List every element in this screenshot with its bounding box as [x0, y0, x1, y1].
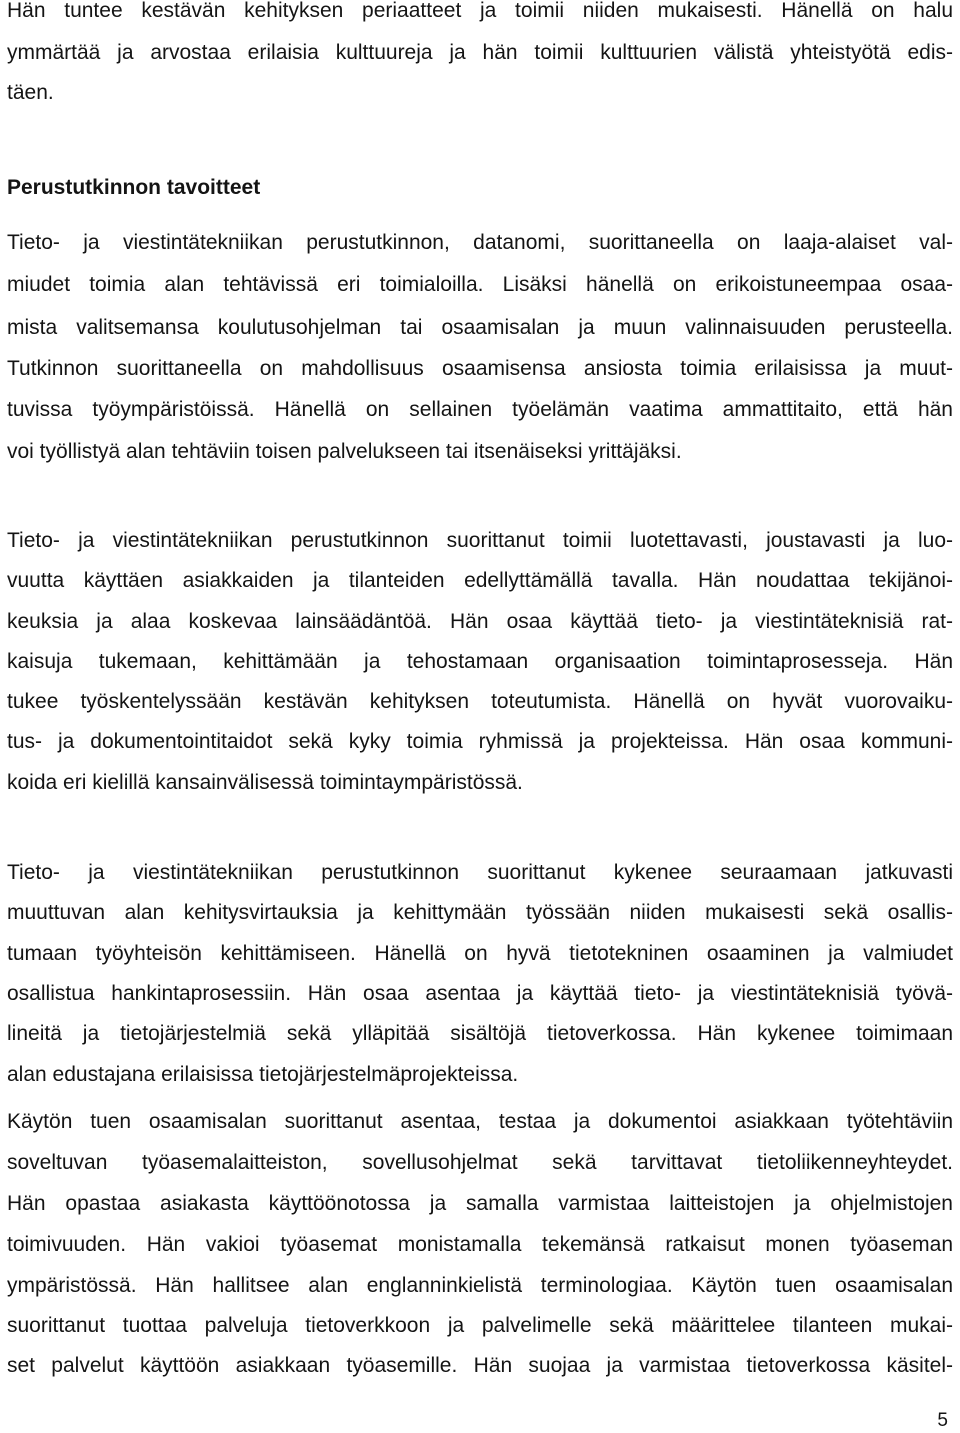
text-line: tuvissa työympäristöissä. Hänellä on sellainen työelämän vaatima ammattitaito, että hän	[7, 398, 953, 421]
text-line: Tieto- ja viestintätekniikan perustutkinnon suorittanut kykenee seuraamaan jatkuvasti	[7, 861, 953, 884]
text-line: vuutta käyttäen asiakkaiden ja tilanteiden edellyttämällä tavalla. Hän noudattaa tekijänoi-	[7, 569, 953, 592]
text-line: osallistua hankintaprosessiin. Hän osaa asentaa ja käyttää tieto- ja viestintäteknisiä työvä-	[7, 982, 953, 1005]
text-line: toimivuuden. Hän vakioi työasemat monistamalla tekemänsä ratkaisut monen työaseman	[7, 1233, 953, 1256]
text-line: tumaan työyhteisön kehittämiseen. Hänellä on hyvä tietotekninen osaaminen ja valmiudet	[7, 942, 953, 965]
text-line: Käytön tuen osaamisalan suorittanut asentaa, testaa ja dokumentoi asiakkaan työtehtäviin	[7, 1110, 953, 1133]
text-line: muuttuvan alan kehitysvirtauksia ja kehittymään työssään niiden mukaisesti sekä osallis-	[7, 901, 953, 924]
text-line: alan edustajana erilaisissa tietojärjestelmäprojekteissa.	[7, 1063, 519, 1086]
text-line: Tieto- ja viestintätekniikan perustutkinnon, datanomi, suorittaneella on laaja-alaiset val-	[7, 231, 953, 254]
text-line: voi työllistyä alan tehtäviin toisen palvelukseen tai itsenäiseksi yrittäjäksi.	[7, 440, 682, 463]
text-line: soveltuvan työasemalaitteiston, sovellusohjelmat sekä tarvittavat tietoliikenneyhteydet.	[7, 1151, 953, 1174]
text-line: mista valitsemansa koulutusohjelman tai osaamisalan ja muun valinnaisuuden perusteella.	[7, 316, 953, 339]
text-line: suorittanut tuottaa palveluja tietoverkkoon ja palvelimelle sekä määrittelee tilanteen mukai-	[7, 1314, 953, 1337]
text-line: koida eri kielillä kansainvälisessä toimintaympäristössä.	[7, 771, 523, 794]
text-line: set palvelut käyttöön asiakkaan työasemille. Hän suojaa ja varmistaa tietoverkossa käsitel-	[7, 1354, 953, 1377]
text-line: tus- ja dokumentointitaidot sekä kyky toimia ryhmissä ja projekteissa. Hän osaa kommuni-	[7, 730, 953, 753]
page-number: 5	[937, 1410, 948, 1431]
text-line: kaisuja tukemaan, kehittämään ja tehostamaan organisaation toimintaprosesseja. Hän	[7, 650, 953, 673]
text-line: Tutkinnon suorittaneella on mahdollisuus osaamisensa ansiosta toimia erilaisissa ja muut-	[7, 357, 953, 380]
text-line: täen.	[7, 81, 54, 104]
text-line: Hän opastaa asiakasta käyttöönotossa ja samalla varmistaa laitteistojen ja ohjelmistojen	[7, 1192, 953, 1215]
text-line: ymmärtää ja arvostaa erilaisia kulttuureja ja hän toimii kulttuurien välistä yhteistyötä edis-	[7, 41, 953, 64]
text-line: tukee työskentelyssään kestävän kehityksen toteutumista. Hänellä on hyvät vuorovaiku-	[7, 690, 953, 713]
text-line: miudet toimia alan tehtävissä eri toimialoilla. Lisäksi hänellä on erikoistuneempaa osaa-	[7, 273, 953, 296]
text-line: keuksia ja alaa koskevaa lainsäädäntöä. Hän osaa käyttää tieto- ja viestintäteknisiä rat-	[7, 610, 953, 633]
text-line: lineitä ja tietojärjestelmiä sekä ylläpitää sisältöjä tietoverkossa. Hän kykenee toimimaan	[7, 1022, 953, 1045]
text-line: Tieto- ja viestintätekniikan perustutkinnon suorittanut toimii luotettavasti, joustavasti ja luo-	[7, 529, 953, 552]
section-heading: Perustutkinnon tavoitteet	[7, 176, 261, 199]
text-line: ympäristössä. Hän hallitsee alan englanninkielistä terminologiaa. Käytön tuen osaamisalan	[7, 1274, 953, 1297]
text-line: Hän tuntee kestävän kehityksen periaatteet ja toimii niiden mukaisesti. Hänellä on halu	[7, 0, 953, 22]
